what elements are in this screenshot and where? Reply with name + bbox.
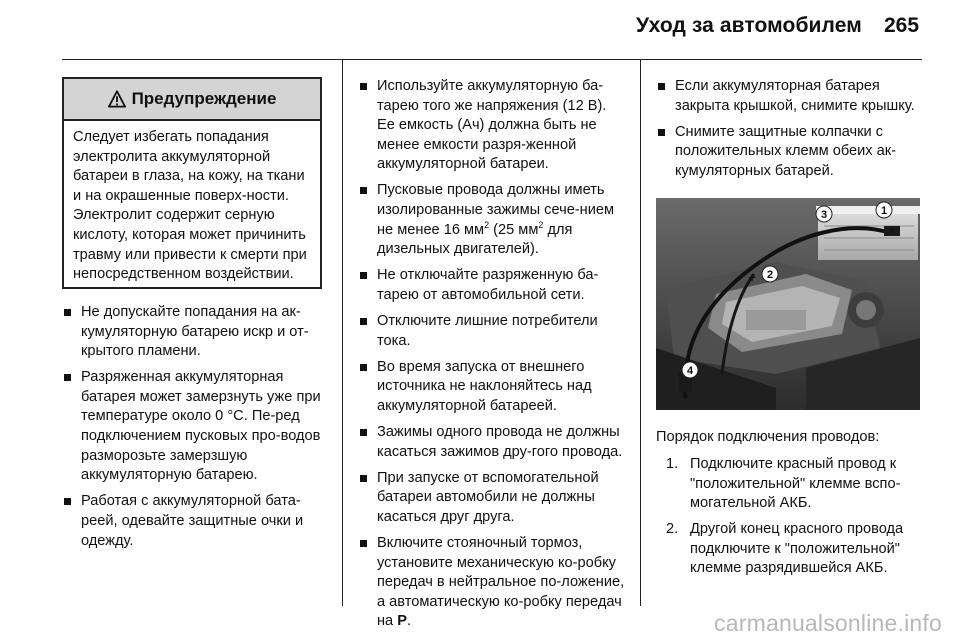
- column-divider: [342, 60, 343, 606]
- list-item: 1. Подключите красный провод к "положительной" клемме вспо-могательной АКБ.: [666, 456, 901, 512]
- list-item: Используйте аккумуляторную ба-тарею того же напряжения (12 В). Ее емкость (Ач) должна быть не менее емкости разря-женной аккумуляторной батареи.: [358, 77, 626, 175]
- column-divider: [640, 60, 641, 606]
- page-header-title: Уход за автомобилем: [636, 14, 862, 37]
- svg-text:2: 2: [766, 269, 774, 281]
- list-item: Зажимы одного провода не должны касаться зажимов дру-гого провода.: [358, 423, 626, 462]
- svg-text:3: 3: [820, 209, 828, 221]
- procedure-caption: [656, 428, 924, 448]
- list-item: Отключите лишние потребители тока.: [358, 312, 626, 351]
- callout-4: [682, 362, 698, 378]
- warning-header: [64, 79, 320, 121]
- watermark: carmanualsonline.info: [714, 610, 942, 636]
- engine-bay-photo: [656, 198, 920, 410]
- list-item: Пусковые провода должны иметь изолированные зажимы сече-нием не менее 16 $мм^2$ (25 $мм^2$ для дизельных двигателей).: [358, 181, 626, 259]
- list-item: При запуске от вспомогательной батареи автомобили не должны касаться друг друга.: [358, 469, 626, 528]
- column-1: [62, 303, 324, 558]
- callout-1: [876, 202, 892, 218]
- list-item: Разряженная аккумуляторная батарея может замерзнуть уже при температуре около 0 °C. Пе-ред подключением пусковых про-водов разморозьте замерзшую аккумуляторную батарею.: [62, 368, 324, 486]
- list-item: Не допускайте попадания на ак-кумуляторную батарею искр и от-крытого пламени.: [62, 303, 324, 362]
- warning-box: [62, 77, 322, 289]
- list-item: Если аккумуляторная батарея закрыта крышкой, снимите крышку.: [656, 77, 922, 116]
- procedure-caption-text: Порядок подключения проводов:: [656, 429, 880, 445]
- callout-2: [762, 266, 778, 282]
- warning-triangle-icon: [108, 90, 126, 108]
- warning-text: Следует избегать попадания электролита аккумуляторной батареи в глаза, на кожу, на ткани и на окрашенные поверх-ности. Электролит содержит серную кислоту, которая может причинить травму или привести к смерти при непосредственном воздействии.: [73, 129, 307, 283]
- list-item: Включите стояночный тормоз, установите механическую ко-робку передач в нейтральное по-ложение, а автоматическую ко-робку передач на P.: [358, 534, 626, 632]
- header-rule: [62, 59, 922, 60]
- list-item: Не отключайте разряженную ба-тарею от автомобильной сети.: [358, 266, 626, 305]
- callout-3: [816, 206, 832, 222]
- list-item: Работая с аккумуляторной бата-реей, одевайте защитные очки и одежду.: [62, 492, 324, 551]
- list-item: Снимите защитные колпачки с положительных клемм обеих ак-кумуляторных батарей.: [656, 123, 922, 182]
- page-number: 265: [884, 14, 920, 37]
- list-item: 2. Другой конец красного провода подключите к "положительной" клемме разрядившейся АКБ.: [666, 521, 904, 577]
- plus-sign: +: [888, 221, 897, 237]
- svg-text:1: 1: [880, 205, 888, 217]
- svg-text:4: 4: [686, 365, 694, 377]
- warning-title: Предупреждение: [131, 89, 277, 108]
- procedure-steps: [666, 451, 924, 586]
- list-item: Во время запуска от внешнего источника не наклоняйтесь над аккумуляторной батареей.: [358, 358, 626, 417]
- column-2: [358, 77, 626, 638]
- plus-sign: +: [748, 269, 757, 285]
- column-3: [656, 77, 922, 188]
